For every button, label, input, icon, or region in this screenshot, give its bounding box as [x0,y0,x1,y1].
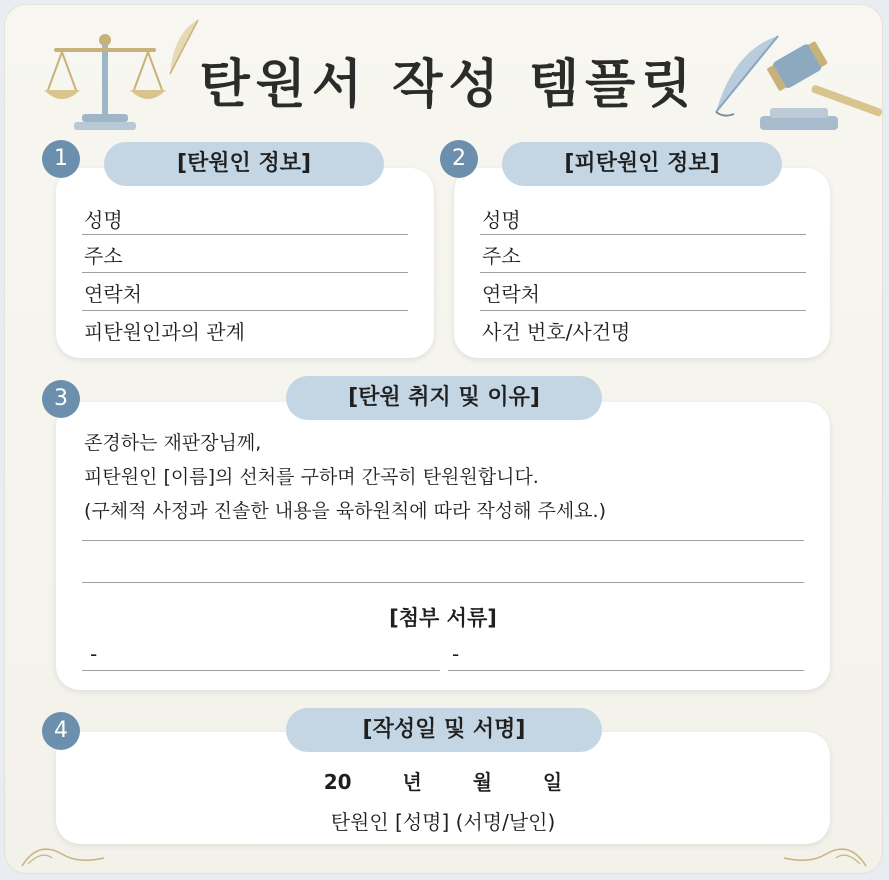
instruction-line: (구체적 사정과 진솔한 내용을 육하원칙에 따라 작성해 주세요.) [84,500,606,522]
attachment-rule [82,670,440,671]
field-relationship: 피탄원인과의 관계 [84,320,245,344]
flourish-icon [780,836,870,870]
section-heading: [피탄원인 정보] [502,142,782,186]
attachment-item: - [452,642,460,666]
date-line: 20 년 월 일 [323,770,563,794]
field-rule [82,272,408,273]
field-address: 주소 [482,244,521,268]
field-name: 성명 [482,208,521,232]
attachment-rule [448,670,804,671]
field-name: 성명 [84,208,123,232]
petition-reason-card [56,402,830,690]
writing-rule [82,540,804,541]
applicant-info-card [56,168,434,358]
document-page [4,4,883,874]
section-number-badge: 4 [42,712,80,750]
signature-line: 탄원인 [성명] (서명/날인) [330,810,556,834]
field-rule [82,310,408,311]
field-rule [480,272,806,273]
writing-rule [82,582,804,583]
field-contact: 연락처 [482,282,540,306]
field-rule [82,234,408,235]
section-number-badge: 2 [440,140,478,178]
page-title: 탄원서 작성 템플릿 [199,55,698,115]
petition-line: 피탄원인 [이름]의 선처를 구하며 간곡히 탄원원합니다. [84,466,539,488]
section-heading: [탄원인 정보] [104,142,384,186]
field-contact: 연락처 [84,282,142,306]
attachments-heading: [첨부 서류] [389,606,497,630]
field-case-number: 사건 번호/사건명 [482,320,631,344]
respondent-info-card [454,168,830,358]
salutation-line: 존경하는 재판장님께, [84,432,262,454]
section-heading: [탄원 취지 및 이유] [286,376,602,420]
section-heading: [작성일 및 서명] [286,708,602,752]
section-number-badge: 3 [42,380,80,418]
field-rule [480,234,806,235]
field-address: 주소 [84,244,123,268]
field-rule [480,310,806,311]
attachment-item: - [90,642,98,666]
section-number-badge: 1 [42,140,80,178]
flourish-icon [18,836,108,870]
